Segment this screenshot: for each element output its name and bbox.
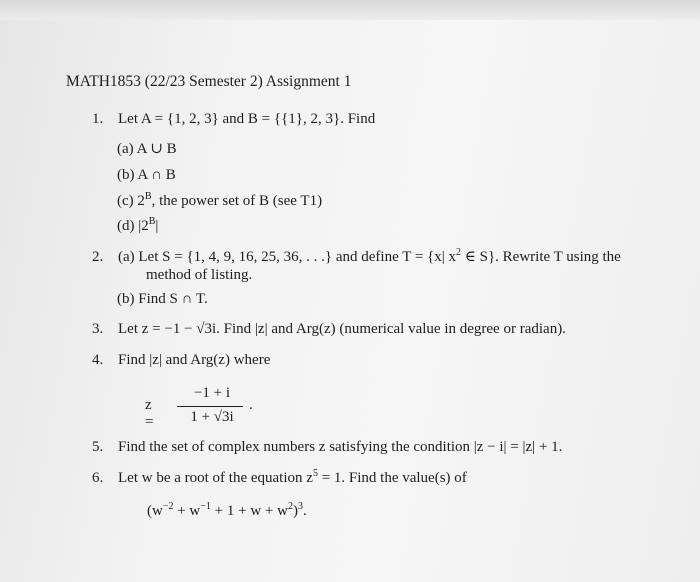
question-1d-text: | — [155, 218, 159, 234]
question-1c-label: (c) 2 — [117, 193, 145, 209]
expression-part: ) — [292, 503, 298, 519]
question-6-text: Let w be a root of the equation z — [118, 470, 313, 486]
question-number: 3. — [92, 321, 104, 337]
expression-part: + 1 + w + w — [210, 503, 288, 519]
question-number: 5. — [92, 439, 104, 455]
expression-part: + w — [173, 503, 201, 519]
question-number: 2. — [92, 249, 104, 265]
question-number: 6. — [92, 470, 104, 486]
question-1d-label: (d) |2 — [117, 218, 149, 234]
assignment-title: MATH1853 (22/23 Semester 2) Assignment 1 — [66, 73, 352, 90]
question-1c-text: , the power set of B (see T1) — [151, 193, 323, 209]
fraction-numerator: −1 + i — [193, 385, 231, 401]
question-2a-text-cont: ∈ S}. Rewrite T using the — [461, 249, 621, 265]
fraction-denominator: 1 + √3i — [190, 409, 234, 425]
question-1 — [92, 110, 375, 128]
question-1b: (b) A ∩ B — [117, 167, 176, 183]
question-3 — [92, 320, 566, 338]
superscript: B — [144, 191, 152, 202]
superscript: −2 — [162, 501, 174, 512]
question-2a-text: (a) Let S = {1, 4, 9, 16, 25, 36, . . .} and define T = {x| x — [118, 249, 457, 265]
question-1c — [117, 192, 322, 210]
fraction-lhs: z = — [145, 397, 154, 430]
superscript: 5 — [312, 468, 318, 479]
question-4 — [92, 351, 270, 369]
expression-part: (w — [147, 503, 163, 519]
question-number: 4. — [92, 352, 104, 368]
expression-end: . — [302, 503, 307, 519]
question-6 — [92, 469, 467, 487]
question-5 — [92, 438, 562, 456]
question-number: 1. — [92, 111, 104, 127]
question-1d — [117, 217, 158, 235]
fraction-bar — [177, 406, 243, 407]
top-edge-shadow — [0, 0, 700, 20]
question-5-text: Find the set of complex numbers z satisfying the condition |z − i| = |z| + 1. — [118, 439, 563, 455]
question-6-text-cont: = 1. Find the value(s) of — [317, 470, 467, 486]
question-1a: (a) A ∪ B — [117, 141, 177, 157]
superscript: 2 — [287, 501, 293, 512]
superscript: −1 — [200, 501, 211, 512]
question-1-text: Let A = {1, 2, 3} and B = {{1}, 2, 3}. Find — [118, 111, 376, 127]
question-4-text: Find |z| and Arg(z) where — [118, 352, 271, 368]
question-3-text: Let z = −1 − √3i. Find |z| and Arg(z) (numerical value in degree or radian). — [118, 321, 566, 337]
fraction-period: . — [249, 397, 253, 413]
superscript: B — [148, 216, 156, 227]
question-6-expression — [147, 502, 307, 520]
question-2b: (b) Find S ∩ T. — [117, 291, 208, 307]
question-2a — [92, 248, 621, 266]
question-2a-line2: method of listing. — [146, 267, 253, 283]
superscript: 3 — [297, 501, 303, 512]
superscript: 2 — [456, 247, 462, 258]
